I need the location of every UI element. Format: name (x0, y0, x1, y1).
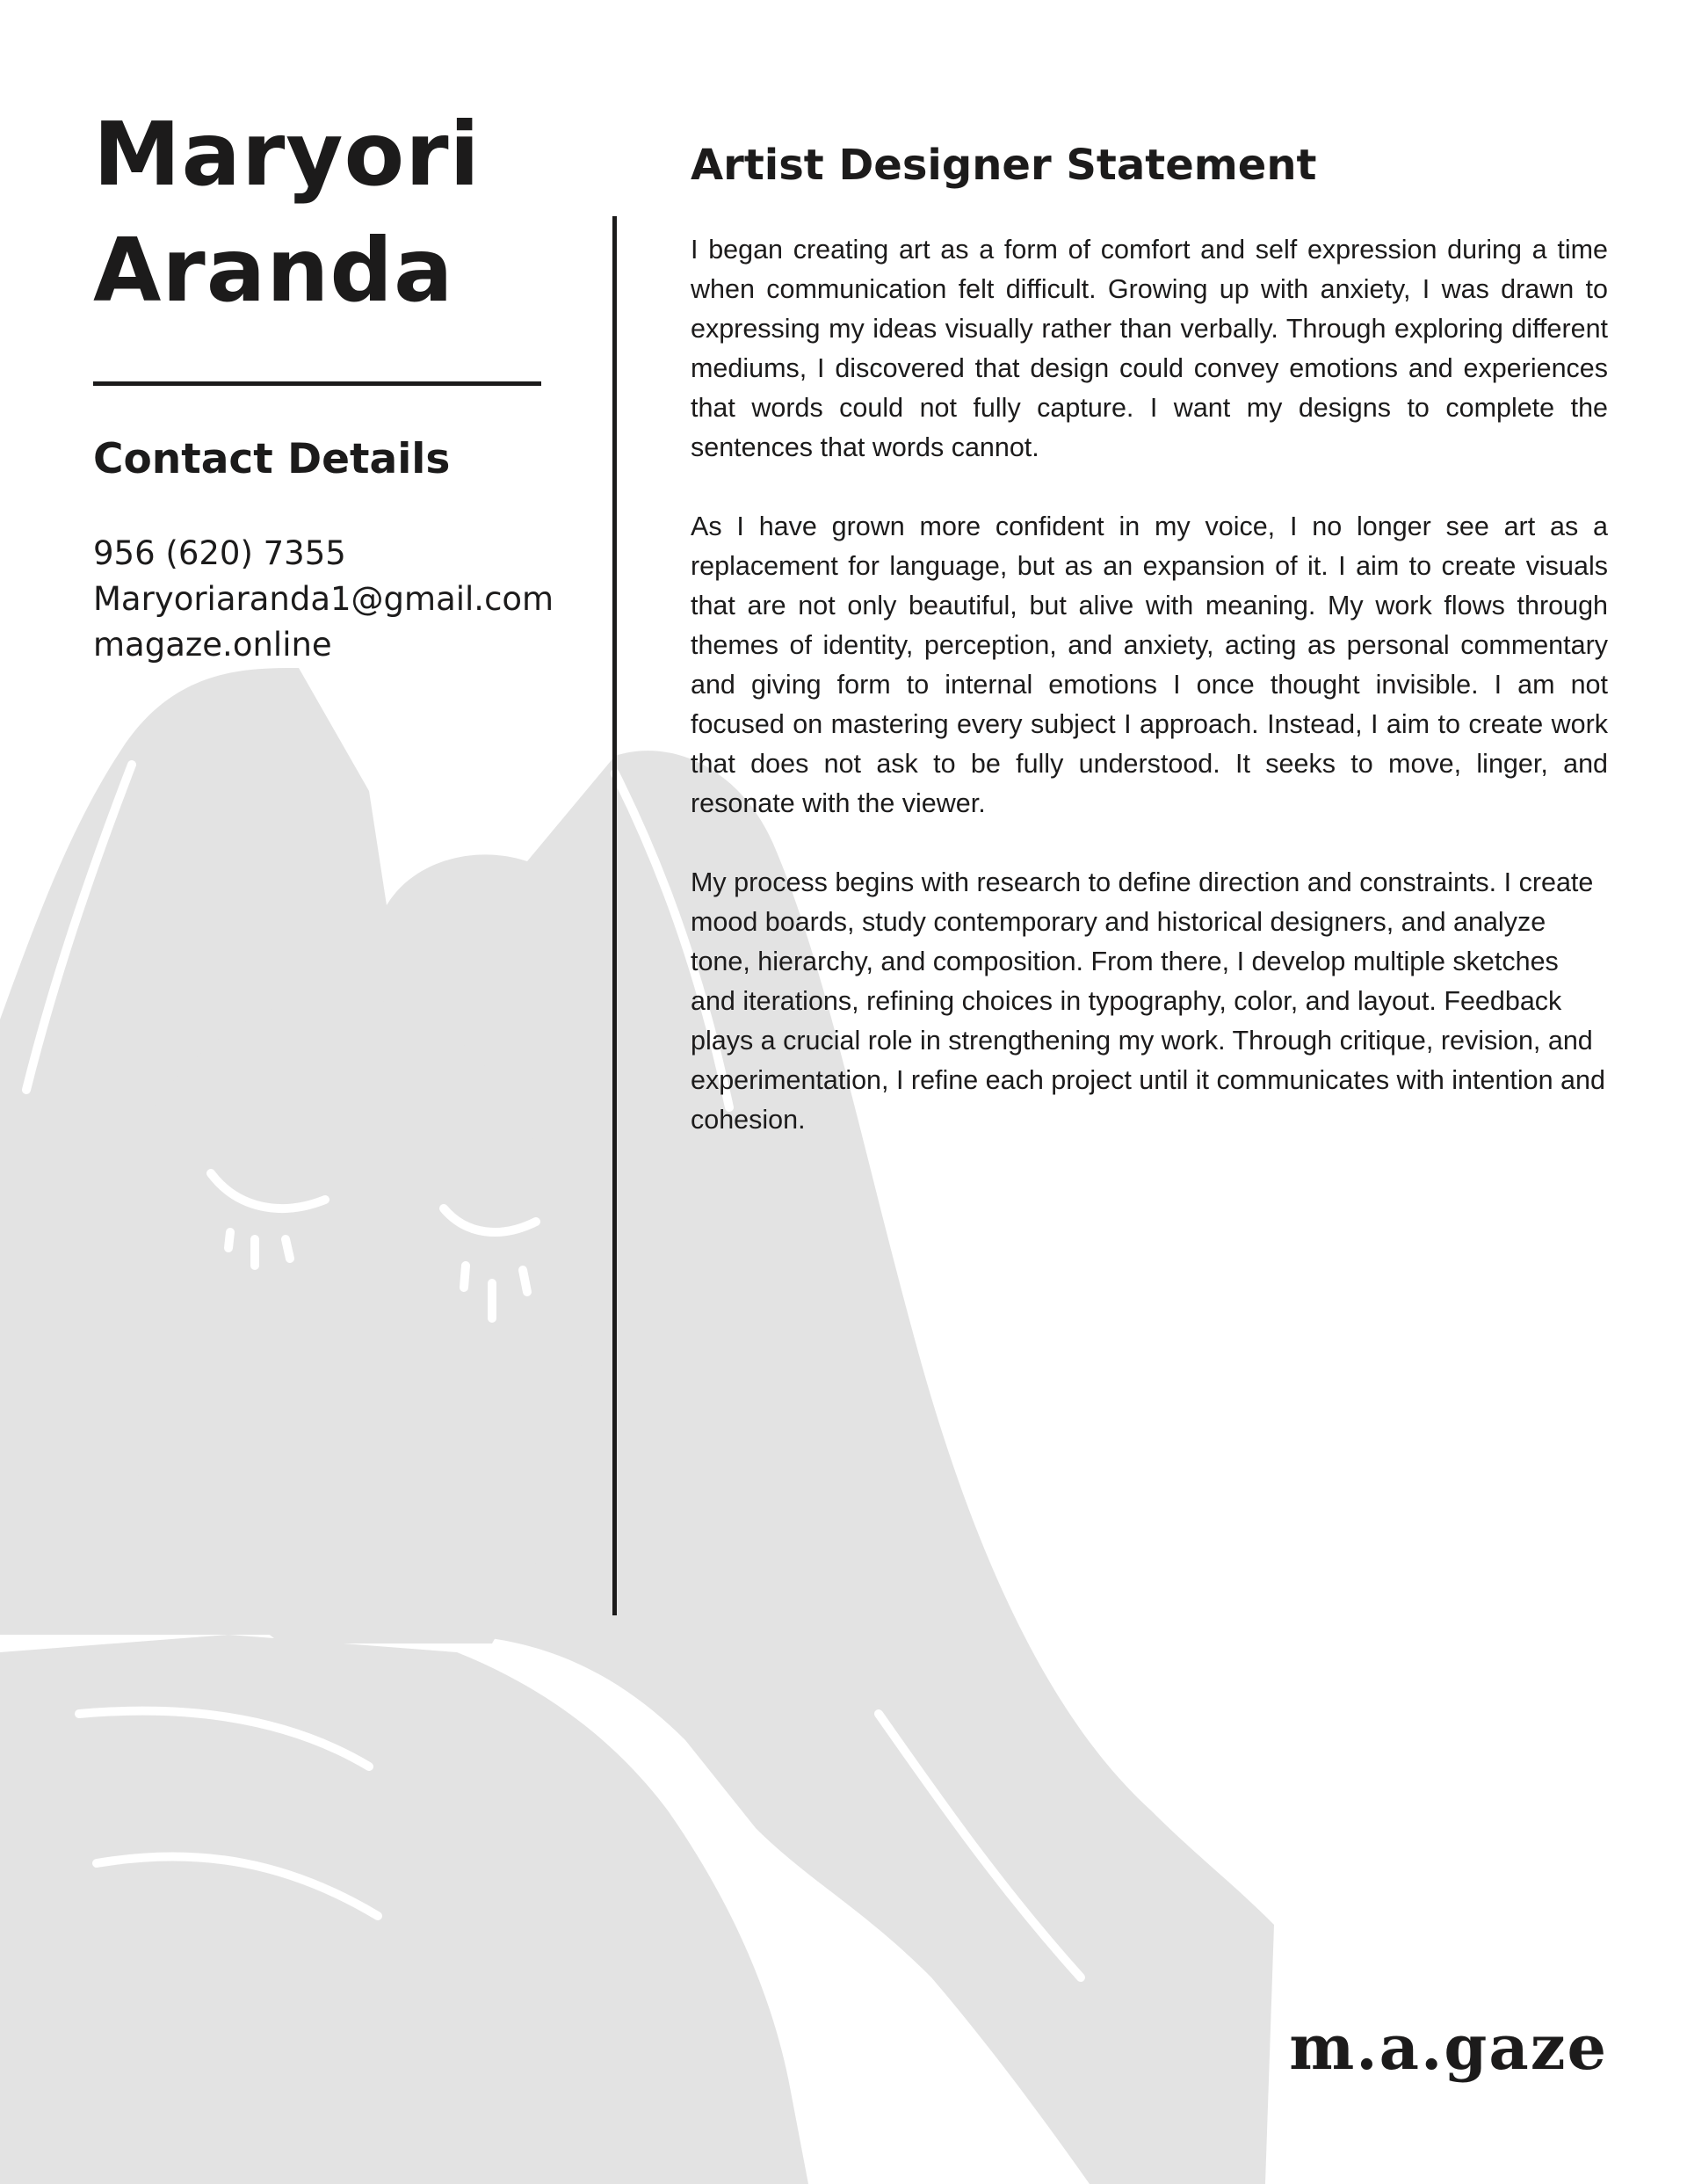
phone-number: 956 (620) 7355 (93, 534, 346, 572)
last-name: Aranda (93, 219, 454, 322)
statement-paragraph: I began creating art as a form of comfort and self expression during a time when communication felt difficult. Growing up with anxiety, I was drawn to expressing my ideas visually rather than verbally. Through exploring different mediums, I discovered that design could convey emotions and experiences that words could not fully capture. I want my designs to complete the sentences that words cannot. (691, 235, 1608, 462)
website: magaze.online (93, 626, 332, 664)
statement-title: Artist Designer Statement (691, 141, 1317, 190)
email-address: Maryoriaranda1@gmail.com (93, 580, 554, 618)
brand-logo: m.a.gaze (1289, 2011, 1608, 2084)
contact-list (93, 531, 554, 668)
statement-paragraph: My process begins with research to define direction and constraints. I create mood boards, study contemporary and historical designers, and analyze tone, hierarchy, and composition. From there, I develop multiple sketches and iterations, refining choices in typography, color, and layout. Feedback plays a crucial role in strengthening my work. Through critique, revision, and experimentation, I refine each project until it communicates with intention and cohesion. (691, 867, 1605, 1135)
contact-title: Contact Details (93, 435, 451, 483)
first-name: Maryori (93, 103, 481, 206)
statement-body (691, 230, 1608, 1179)
name-underline-rule (93, 381, 541, 386)
column-divider (612, 216, 617, 1615)
person-name (93, 97, 481, 329)
statement-paragraph: As I have grown more confident in my voice, I no longer see art as a replacement for language, but as an expansion of it. I aim to create visuals that are not only beautiful, but alive with meaning. My work flows through themes of identity, perception, and anxiety, acting as personal commentary and giving form to internal emotions I once thought invisible. I am not focused on mastering every subject I approach. Instead, I aim to create work that does not ask to be fully understood. It seeks to move, linger, and resonate with the viewer. (691, 512, 1608, 818)
